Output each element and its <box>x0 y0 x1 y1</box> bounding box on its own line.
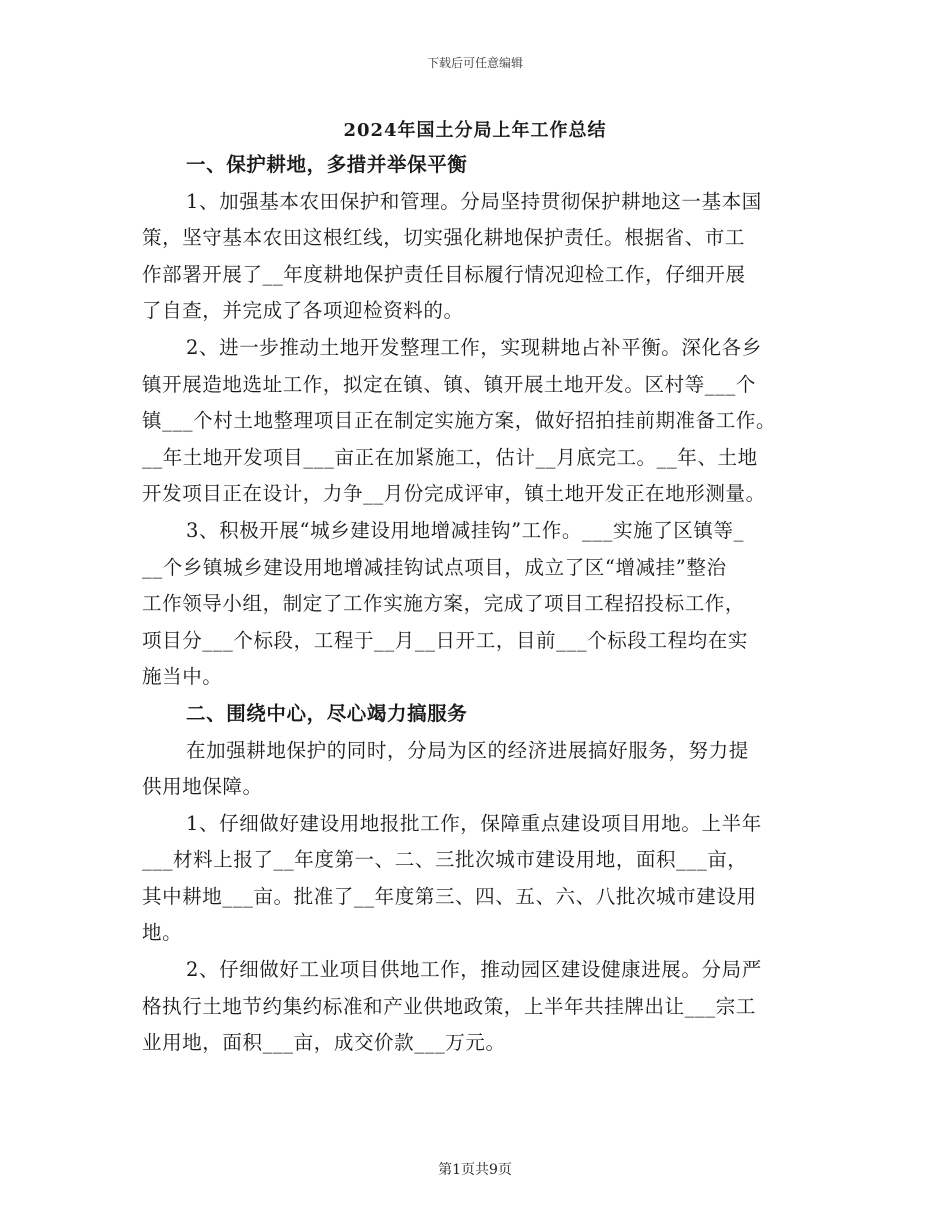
section-heading: 一、保护耕地，多措并举保平衡 <box>186 153 468 176</box>
paragraph-line: __个乡镇城乡建设用地增减挂钩试点项目，成立了区“增减挂”整治 <box>142 555 727 579</box>
paragraph-line: 格执行土地节约集约标准和产业供地政策，上半年共挂牌出让___宗工 <box>142 994 756 1018</box>
paragraph-line: ___材料上报了__年度第一、二、三批次城市建设用地，面积___亩， <box>142 848 748 872</box>
paragraph-line: 1、加强基本农田保护和管理。分局坚持贯彻保护耕地这一基本国 <box>186 189 762 213</box>
paragraph-line: 供用地保障。 <box>142 775 263 799</box>
paragraph-line: 1、仔细做好建设用地报批工作，保障重点建设项目用地。上半年 <box>186 811 762 835</box>
paragraph-line: 在加强耕地保护的同时，分局为区的经济进展搞好服务，努力提 <box>186 738 749 762</box>
paragraph-line: 了自查，并完成了各项迎检资料的。 <box>142 299 464 323</box>
header-note: 下载后可任意编辑 <box>426 56 523 70</box>
document-title: 2024年国土分局上年工作总结 <box>343 120 607 141</box>
paragraph-line: 2、进一步推动土地开发整理工作，实现耕地占补平衡。深化各乡 <box>186 335 762 359</box>
paragraph-line: 施当中。 <box>142 665 223 689</box>
paragraph-line: 工作领导小组，制定了工作实施方案，完成了项目工程招投标工作， <box>142 592 746 616</box>
paragraph-line: __年土地开发项目___亩正在加紧施工，估计__月底完工。__年、土地 <box>142 445 758 469</box>
paragraph-line: 镇___个村土地整理项目正在制定实施方案，做好招拍挂前期准备工作。 <box>142 409 777 433</box>
document-body <box>142 147 814 1062</box>
paragraph-line: 3、积极开展“城乡建设用地增减挂钩”工作。___实施了区镇等_ <box>186 518 744 542</box>
section-heading: 二、围绕中心，尽心竭力搞服务 <box>186 701 468 725</box>
paragraph-line: 作部署开展了__年度耕地保护责任目标履行情况迎检工作，仔细开展 <box>142 262 746 286</box>
paragraph-line: 地。 <box>142 921 183 945</box>
page-footer: 第1页共9页 <box>438 1162 512 1178</box>
paragraph-line: 开发项目正在设计，力争__月份完成评审，镇土地开发正在地形测量。 <box>142 482 766 506</box>
paragraph-line: 策，坚守基本农田这根红线，切实强化耕地保护责任。根据省、市工 <box>142 226 746 250</box>
paragraph-line: 2、仔细做好工业项目供地工作，推动园区建设健康进展。分局严 <box>186 958 762 982</box>
paragraph-line: 项目分___个标段，工程于__月__日开工，目前___个标段工程均在实 <box>142 628 749 652</box>
paragraph-line: 镇开展造地选址工作，拟定在镇、镇、镇开展土地开发。区村等___个 <box>142 372 756 396</box>
paragraph-line: 其中耕地___亩。批准了__年度第三、四、五、六、八批次城市建设用 <box>142 884 757 908</box>
paragraph-line: 业用地，面积___亩，成交价款___万元。 <box>142 1031 506 1055</box>
